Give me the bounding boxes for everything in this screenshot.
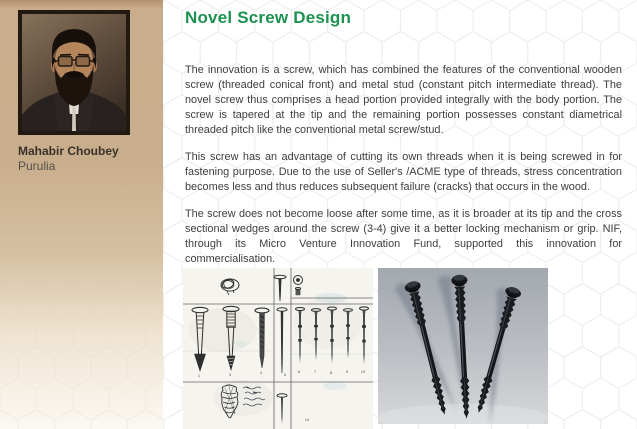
sketch-label: 6 — [297, 369, 301, 374]
sketch-label: 8 — [329, 370, 333, 375]
sketch-label: 14 — [304, 417, 310, 422]
screw-photo-image — [378, 268, 548, 424]
sketch-label: 7 — [313, 369, 317, 374]
portrait-image — [22, 14, 126, 131]
innovator-photo — [18, 10, 130, 135]
main-content — [163, 0, 637, 429]
sketch-label: 9 — [345, 369, 349, 374]
sketch-label: 10 — [360, 369, 366, 374]
sketch-label: 3 — [228, 372, 232, 377]
sidebar — [0, 0, 163, 429]
paragraph-2: This screw has an advantage of cutting its own threads when it is being screwed in for fastening purpose. Due to the use of Seller's /ACME type of threads, stress concentration becomes less and thus reduces subsequent failure (cracks) that occurs in the wood. — [185, 151, 622, 193]
paragraph-1: The innovation is a screw, which has combined the features of the conventional wooden screw (threaded conical front) and metal stud (constant pitch intermediate thread). The novel screw thus comprises a head portion provided integrally with the body portion. The screw is tapered at the tip and the remaining portion possesses constant diametrical threaded pitch like the conventional metal screw/stud. — [185, 64, 622, 136]
sketch-label: 4 — [259, 370, 263, 375]
sketch-label: 1 — [197, 373, 201, 378]
paragraph-3: The screw does not become loose after some time, as it is broader at its tip and the cross sectional wedges around the screw (3-4) give it a better locking mechanism or grip. NIF, through its Micro Venture Innovation Fund, supported this innovation for commercialisation. — [185, 208, 622, 265]
body-text — [185, 63, 622, 279]
page-title: Novel Screw Design — [185, 8, 352, 27]
innovator-name: Mahabir Choubey — [18, 144, 119, 158]
screw-sketch-image — [183, 268, 373, 429]
sketch-label: 5 — [283, 372, 287, 377]
innovator-location: Purulia — [18, 159, 56, 173]
